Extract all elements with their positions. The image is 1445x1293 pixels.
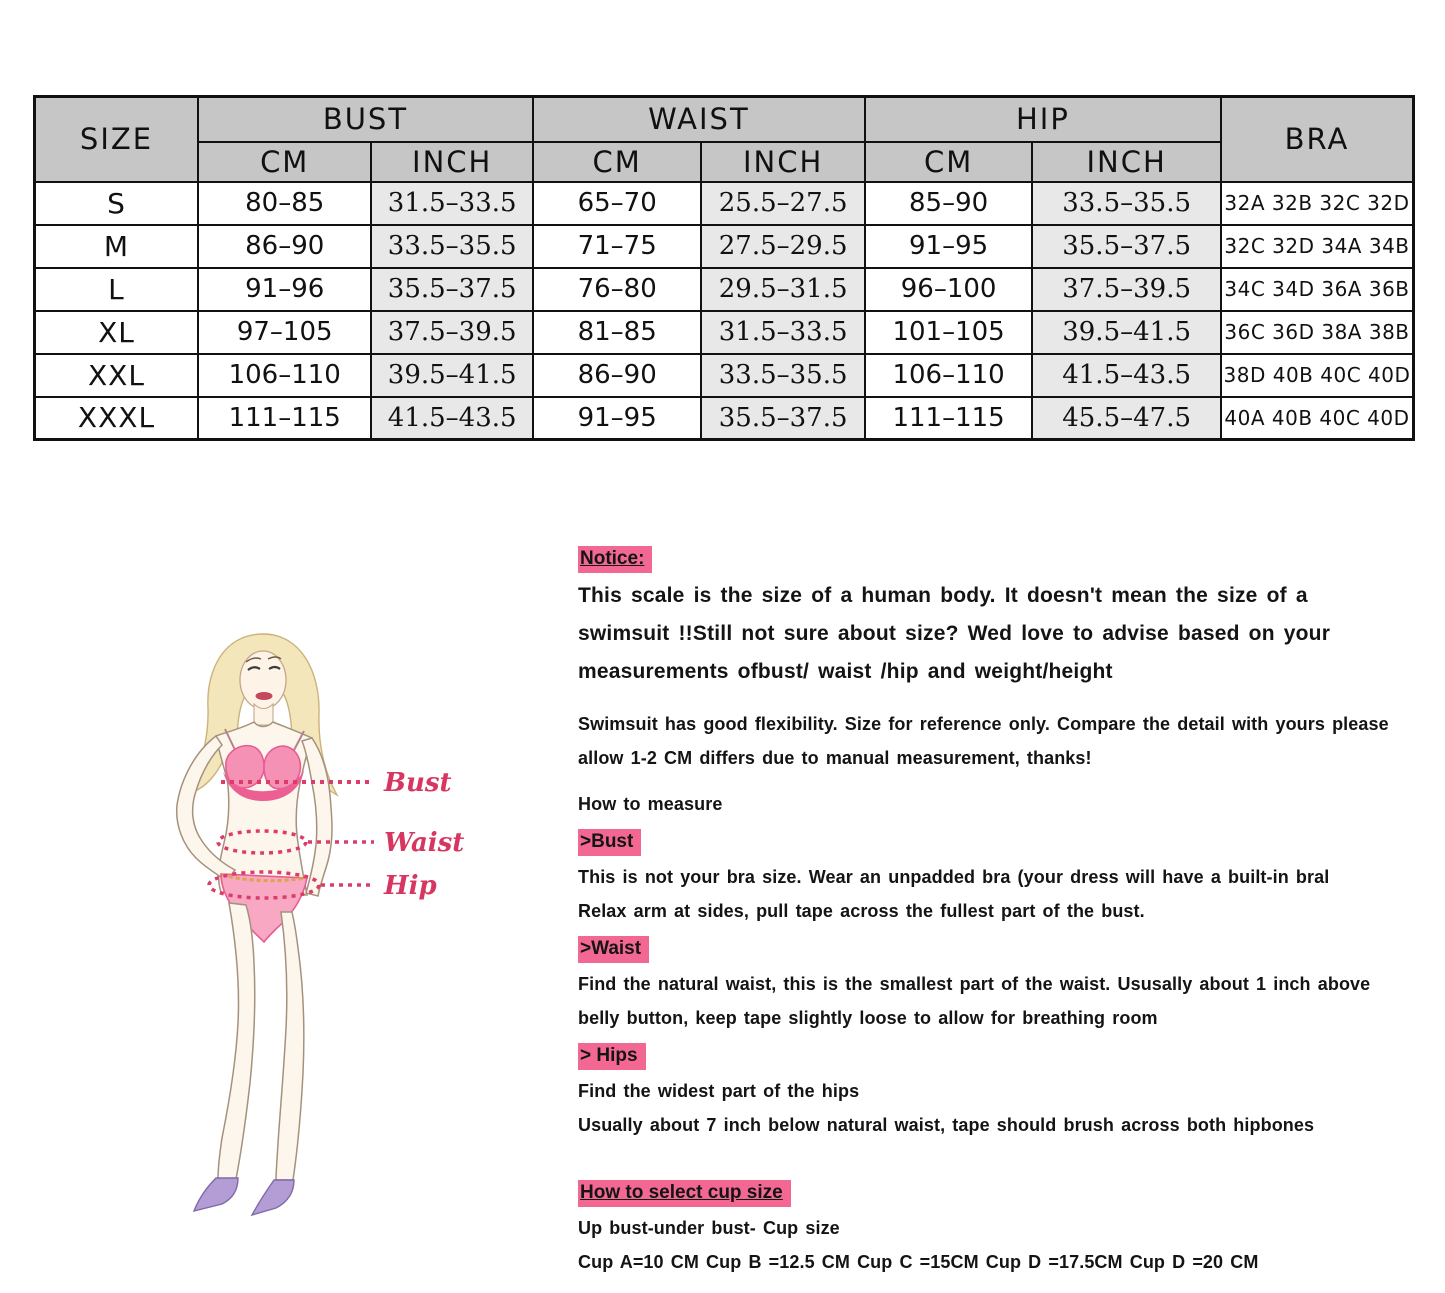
cell-hip-cm: 91–95: [865, 225, 1032, 268]
table-row-xl: [35, 311, 1414, 354]
cell-bra: 36C 36D 38A 38B: [1221, 311, 1414, 354]
cell-hip-cm: 111–115: [865, 397, 1032, 440]
cell-hip-inch: 45.5–47.5: [1032, 397, 1221, 440]
cell-bust-cm: 97–105: [198, 311, 371, 354]
cell-hip-inch: 33.5–35.5: [1032, 182, 1221, 225]
header-bust: BUST: [198, 97, 533, 142]
cup-instruction-line: Cup A=10 CM Cup B =12.5 CM Cup C =15CM Cup D =17.5CM Cup D =20 CM: [578, 1252, 1259, 1272]
header-bust-inch: INCH: [371, 142, 532, 182]
cell-waist-inch: 33.5–35.5: [701, 354, 864, 397]
cell-bust-inch: 33.5–35.5: [371, 225, 532, 268]
waist-instruction-line: belly button, keep tape slightly loose to allow for breathing room: [578, 1008, 1158, 1028]
cell-waist-inch: 31.5–33.5: [701, 311, 864, 354]
cell-hip-cm: 85–90: [865, 182, 1032, 225]
notice-intro-line: measurements ofbust/ waist /hip and weight/height: [578, 660, 1113, 683]
face: [240, 651, 286, 709]
spacer: [578, 691, 1445, 707]
table-row-m: [35, 225, 1414, 268]
right-leg: [276, 912, 304, 1180]
cell-bra: 32C 32D 34A 34B: [1221, 225, 1414, 268]
bust-instruction-line: This is not your bra size. Wear an unpadded bra (your dress will have a built-in bral: [578, 867, 1330, 887]
lips: [256, 692, 273, 700]
header-waist: WAIST: [533, 97, 865, 142]
right-arm: [302, 738, 332, 896]
cell-hip-cm: 96–100: [865, 268, 1032, 311]
cell-bust-inch: 37.5–39.5: [371, 311, 532, 354]
cell-hip-inch: 39.5–41.5: [1032, 311, 1221, 354]
bust-label: Bust: [384, 768, 452, 798]
cell-bust-inch: 31.5–33.5: [371, 182, 532, 225]
cell-bust-inch: 35.5–37.5: [371, 268, 532, 311]
flexibility-line: Swimsuit has good flexibility. Size for reference only. Compare the detail with yours please: [578, 714, 1389, 734]
measurement-notes: [578, 538, 1445, 1279]
header-hip: HIP: [865, 97, 1221, 142]
size-chart-table: [33, 95, 1415, 441]
hips-instruction-line: Find the widest part of the hips: [578, 1081, 860, 1101]
waist-label: Waist: [384, 828, 465, 858]
header-waist-inch: INCH: [701, 142, 864, 182]
cell-bra: 34C 34D 36A 36B: [1221, 268, 1414, 311]
header-bust-cm: CM: [198, 142, 371, 182]
cell-waist-cm: 76–80: [533, 268, 701, 311]
cell-bra: 32A 32B 32C 32D: [1221, 182, 1414, 225]
cell-waist-cm: 81–85: [533, 311, 701, 354]
spacer: [578, 1142, 1445, 1172]
cell-waist-cm: 71–75: [533, 225, 701, 268]
cell-bra: 38D 40B 40C 40D: [1221, 354, 1414, 397]
cell-hip-cm: 101–105: [865, 311, 1032, 354]
table-row-xxl: [35, 354, 1414, 397]
left-leg: [218, 903, 255, 1179]
left-shoe: [194, 1178, 238, 1211]
cell-bust-inch: 41.5–43.5: [371, 397, 532, 440]
header-hip-cm: CM: [865, 142, 1032, 182]
cell-bust-cm: 86–90: [198, 225, 371, 268]
bust-instruction-line: Relax arm at sides, pull tape across the fullest part of the bust.: [578, 901, 1145, 921]
spacer: [578, 775, 1445, 787]
cell-size: XL: [35, 311, 198, 354]
cell-waist-cm: 91–95: [533, 397, 701, 440]
notice-intro-line: This scale is the size of a human body. It doesn't mean the size of a: [578, 584, 1308, 607]
cell-bust-inch: 39.5–41.5: [371, 354, 532, 397]
hip-label: Hip: [384, 871, 437, 901]
how-to-measure-heading: How to measure: [578, 794, 723, 814]
cell-waist-cm: 86–90: [533, 354, 701, 397]
hips-instruction-line: Usually about 7 inch below natural waist, tape should brush across both hipbones: [578, 1115, 1315, 1135]
header-waist-cm: CM: [533, 142, 701, 182]
notice-title: Notice:: [578, 546, 652, 573]
cell-size: XXXL: [35, 397, 198, 440]
cell-size: L: [35, 268, 198, 311]
cell-waist-cm: 65–70: [533, 182, 701, 225]
right-shoe: [252, 1180, 294, 1215]
measurement-figure-illustration: [88, 612, 618, 1252]
cell-hip-cm: 106–110: [865, 354, 1032, 397]
cell-waist-inch: 35.5–37.5: [701, 397, 864, 440]
cell-size: M: [35, 225, 198, 268]
waist-instruction-line: Find the natural waist, this is the smallest part of the waist. Ususally about 1 inch above: [578, 974, 1371, 994]
hips-section-heading: > Hips: [578, 1043, 646, 1070]
cell-size: S: [35, 182, 198, 225]
cell-bust-cm: 111–115: [198, 397, 371, 440]
cell-hip-inch: 41.5–43.5: [1032, 354, 1221, 397]
cell-size: XXL: [35, 354, 198, 397]
cell-bra: 40A 40B 40C 40D: [1221, 397, 1414, 440]
cell-bust-cm: 91–96: [198, 268, 371, 311]
cell-waist-inch: 29.5–31.5: [701, 268, 864, 311]
cell-waist-inch: 25.5–27.5: [701, 182, 864, 225]
waist-section-heading: >Waist: [578, 936, 649, 963]
header-bra: BRA: [1221, 97, 1414, 182]
cell-hip-inch: 37.5–39.5: [1032, 268, 1221, 311]
flexibility-line: allow 1-2 CM differs due to manual measurement, thanks!: [578, 748, 1092, 768]
cell-hip-inch: 35.5–37.5: [1032, 225, 1221, 268]
cell-waist-inch: 27.5–29.5: [701, 225, 864, 268]
cell-bust-cm: 80–85: [198, 182, 371, 225]
header-size: SIZE: [35, 97, 198, 182]
cell-bust-cm: 106–110: [198, 354, 371, 397]
table-row-xxxl: [35, 397, 1414, 440]
table-row-s: [35, 182, 1414, 225]
cup-size-heading: How to select cup size: [578, 1180, 791, 1207]
table-row-l: [35, 268, 1414, 311]
header-hip-inch: INCH: [1032, 142, 1221, 182]
bust-section-heading: >Bust: [578, 829, 641, 856]
notice-intro-line: swimsuit !!Still not sure about size? Wed love to advise based on your: [578, 622, 1331, 645]
cup-instruction-line: Up bust-under bust- Cup size: [578, 1218, 840, 1238]
